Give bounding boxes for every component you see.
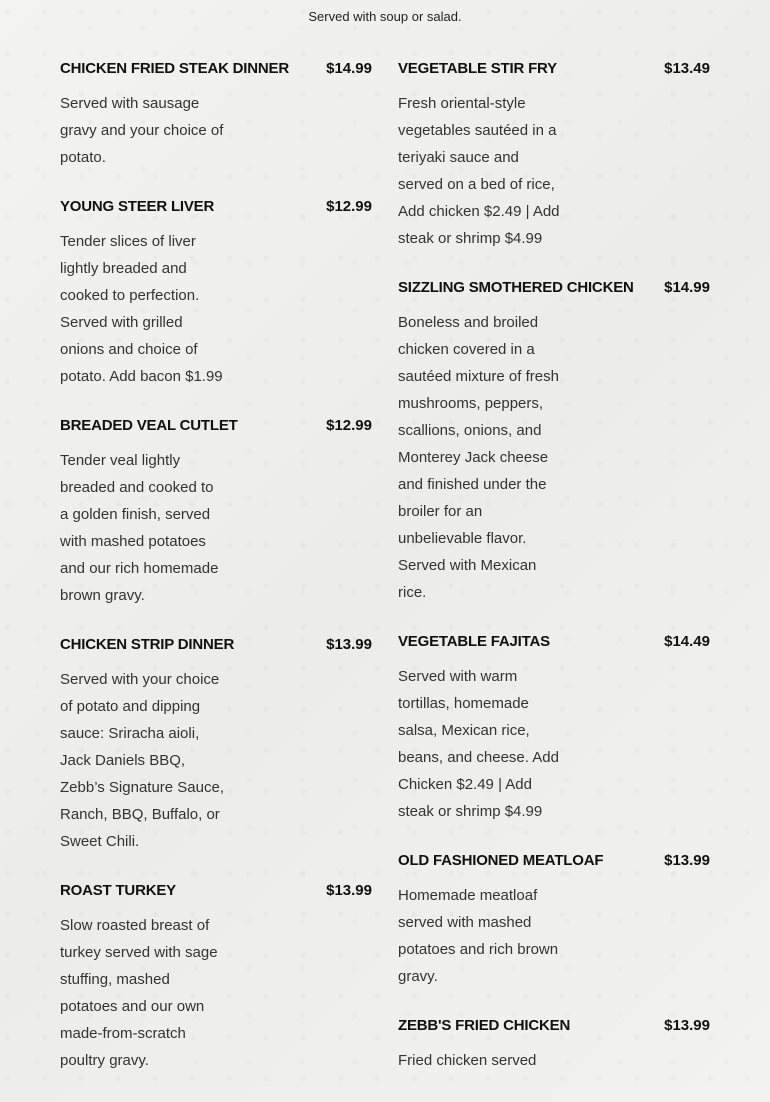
item-price: $13.99 [326,882,372,899]
menu-item [398,60,710,252]
menu-item [60,636,372,855]
item-price: $13.99 [326,636,372,653]
item-price: $13.99 [664,1017,710,1034]
item-name: ROAST TURKEY [60,882,176,899]
menu-item [398,852,710,990]
item-name: YOUNG STEER LIVER [60,198,215,215]
item-name: VEGETABLE FAJITAS [398,633,550,650]
item-description: Served with sausage gravy and your choice of potato. [60,95,224,166]
item-description: Tender slices of liver lightly breaded and cooked to perfection. Served with grilled onions and choice of potato. Add bacon $1.99 [60,233,223,385]
menu-column-left [60,60,372,1101]
item-description: Slow roasted breast of turkey served with sage stuffing, mashed potatoes and our own made-from-scratch poultry gravy. [60,917,218,1069]
menu-item [398,279,710,606]
item-price: $14.49 [664,633,710,650]
item-description: Fried chicken served [398,1052,537,1069]
item-price: $13.49 [664,60,710,77]
item-description: Served with warm tortillas, homemade salsa, Mexican rice, beans, and cheese. Add Chicken $2.49 | Add steak or shrimp $4.99 [398,668,559,820]
item-price: $13.99 [664,852,710,869]
item-description: Fresh oriental-style vegetables sautéed in a teriyaki sauce and served on a bed of rice, Add chicken $2.49 | Add steak or shrimp $4.99 [398,95,560,247]
item-name: CHICKEN STRIP DINNER [60,636,235,653]
item-description: Tender veal lightly breaded and cooked to a golden finish, served with mashed potatoes and our rich homemade brown gravy. [60,452,219,604]
menu-item [60,417,372,609]
menu-item [60,198,372,390]
item-name: VEGETABLE STIR FRY [398,60,557,77]
item-price: $12.99 [326,417,372,434]
menu-item [60,60,372,171]
section-subtitle: Served with soup or salad. [308,9,462,24]
menu-item [398,633,710,825]
item-name: BREADED VEAL CUTLET [60,417,238,434]
item-name: CHICKEN FRIED STEAK DINNER [60,60,289,77]
menu-item [398,1017,710,1074]
item-name: ZEBB'S FRIED CHICKEN [398,1017,571,1034]
item-description: Served with your choice of potato and dipping sauce: Sriracha aioli, Jack Daniels BBQ, Zebb’s Signature Sauce, Ranch, BBQ, Buffalo, or Sweet Chili. [60,671,224,850]
menu-column-right [398,60,710,1101]
item-price: $14.99 [664,279,710,296]
item-description: Boneless and broiled chicken covered in a sautéed mixture of fresh mushrooms, peppers, scallions, onions, and Monterey Jack cheese and finished under the broiler for an unbelievable flavor. Served with Mexican rice. [398,314,559,601]
menu-item [60,882,372,1074]
item-name: OLD FASHIONED MEATLOAF [398,852,604,869]
item-price: $14.99 [326,60,372,77]
item-price: $12.99 [326,198,372,215]
item-name: SIZZLING SMOTHERED CHICKEN [398,279,634,296]
item-description: Homemade meatloaf served with mashed potatoes and rich brown gravy. [398,887,559,985]
